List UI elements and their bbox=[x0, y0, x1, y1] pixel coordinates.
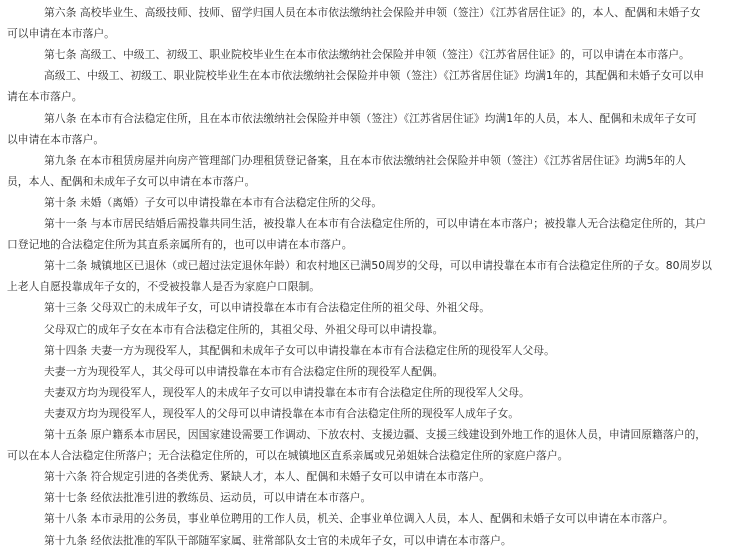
paragraph-line: 第六条 高校毕业生、高级技师、技师、留学归国人员在本市依法缴纳社会保险并申领（签注）《江苏省居住证》的，本人、配偶和未婚子女 bbox=[44, 6, 701, 19]
paragraph-line: 第十七条 经依法批准引进的教练员、运动员，可以申请在本市落户。 bbox=[44, 491, 372, 505]
paragraph-line: 第七条 高级工、中级工、初级工、职业院校毕业生在本市依法缴纳社会保险并申领（签注）《江苏省居住证》的，可以申请在本市落户。 bbox=[44, 48, 690, 62]
paragraph-line: 高级工、中级工、初级工、职业院校毕业生在本市依法缴纳社会保险并申领（签注）《江苏省居住证》均满1年的，其配偶和未婚子女可以申 bbox=[44, 69, 705, 83]
paragraph-line: 第十四条 夫妻一方为现役军人，其配偶和未成年子女可以申请投靠在本市有合法稳定住所的现役军人父母。 bbox=[44, 343, 555, 357]
paragraph-continuation-line: 口登记地的合法稳定住所为其直系亲属所有的，也可以申请在本市落户。 bbox=[7, 238, 353, 252]
paragraph-continuation-line: 可以在本人合法稳定住所落户；无合法稳定住所的，可以在城镇地区直系亲属或兄弟姐妹合法稳定住所的家庭户落户。 bbox=[7, 449, 569, 463]
paragraph-continuation-line: 可以申请在本市落户。 bbox=[7, 27, 115, 41]
paragraph-line: 夫妻双方均为现役军人，现役军人的父母可以申请投靠在本市有合法稳定住所的现役军人成年子女。 bbox=[44, 406, 520, 420]
paragraph-line: 第十三条 父母双亡的未成年子女，可以申请投靠在本市有合法稳定住所的祖父母、外祖父母。 bbox=[44, 301, 491, 315]
paragraph-continuation-line: 上老人自愿投靠成年子女的，不受被投靠人是否为家庭户口限制。 bbox=[7, 280, 321, 294]
paragraph-continuation-line: 员，本人、配偶和未成年子女可以申请在本市落户。 bbox=[7, 174, 256, 188]
paragraph-line: 第十一条 与本市居民结婚后需投靠共同生活，被投靠人在本市有合法稳定住所的，可以申请在本市落户；被投靠人无合法稳定住所的，其户 bbox=[44, 217, 707, 230]
paragraph-line: 第十二条 城镇地区已退休（或已超过法定退休年龄）和农村地区已满50周岁的父母，可以申请投靠在本市有合法稳定住所的子女。80周岁以 bbox=[44, 259, 712, 273]
paragraph-line: 第十九条 经依法批准的军队干部随军家属、驻常部队女士官的未成年子女，可以申请在本市落户。 bbox=[44, 533, 512, 547]
paragraph-continuation-line: 以申请在本市落户。 bbox=[7, 132, 105, 146]
paragraph-line: 第十六条 符合规定引进的各类优秀、紧缺人才，本人、配偶和未婚子女可以申请在本市落户。 bbox=[44, 470, 491, 484]
paragraph-line: 第十条 未婚（离婚）子女可以申请投靠在本市有合法稳定住所的父母。 bbox=[44, 195, 383, 209]
paragraph-line: 夫妻双方均为现役军人，现役军人的未成年子女可以申请投靠在本市有合法稳定住所的现役军人父母。 bbox=[44, 385, 530, 399]
paragraph-line: 第十五条 原户籍系本市居民，因国家建设需要工作调动、下放农村、支援边疆、支援三线建设到外地工作的退休人员，申请回原籍落户的， bbox=[44, 428, 707, 441]
paragraph-line: 第十八条 本市录用的公务员，事业单位聘用的工作人员，机关、企事业单位调入人员，本人、配偶和未婚子女可以申请在本市落户。 bbox=[44, 512, 674, 526]
paragraph-line: 第九条 在本市租赁房屋并向房产管理部门办理租赁登记备案，且在本市依法缴纳社会保险并申领（签注）《江苏省居住证》均满5年的人 bbox=[44, 153, 686, 167]
paragraph-line: 第八条 在本市有合法稳定住所，且在本市依法缴纳社会保险并申领（签注）《江苏省居住证》均满1年的人员，本人、配偶和未成年子女可 bbox=[44, 111, 697, 125]
paragraph-line: 父母双亡的成年子女在本市有合法稳定住所的，其祖父母、外祖父母可以申请投靠。 bbox=[44, 322, 444, 336]
paragraph-line: 夫妻一方为现役军人，其父母可以申请投靠在本市有合法稳定住所的现役军人配偶。 bbox=[44, 364, 444, 378]
paragraph-continuation-line: 请在本市落户。 bbox=[7, 90, 83, 104]
